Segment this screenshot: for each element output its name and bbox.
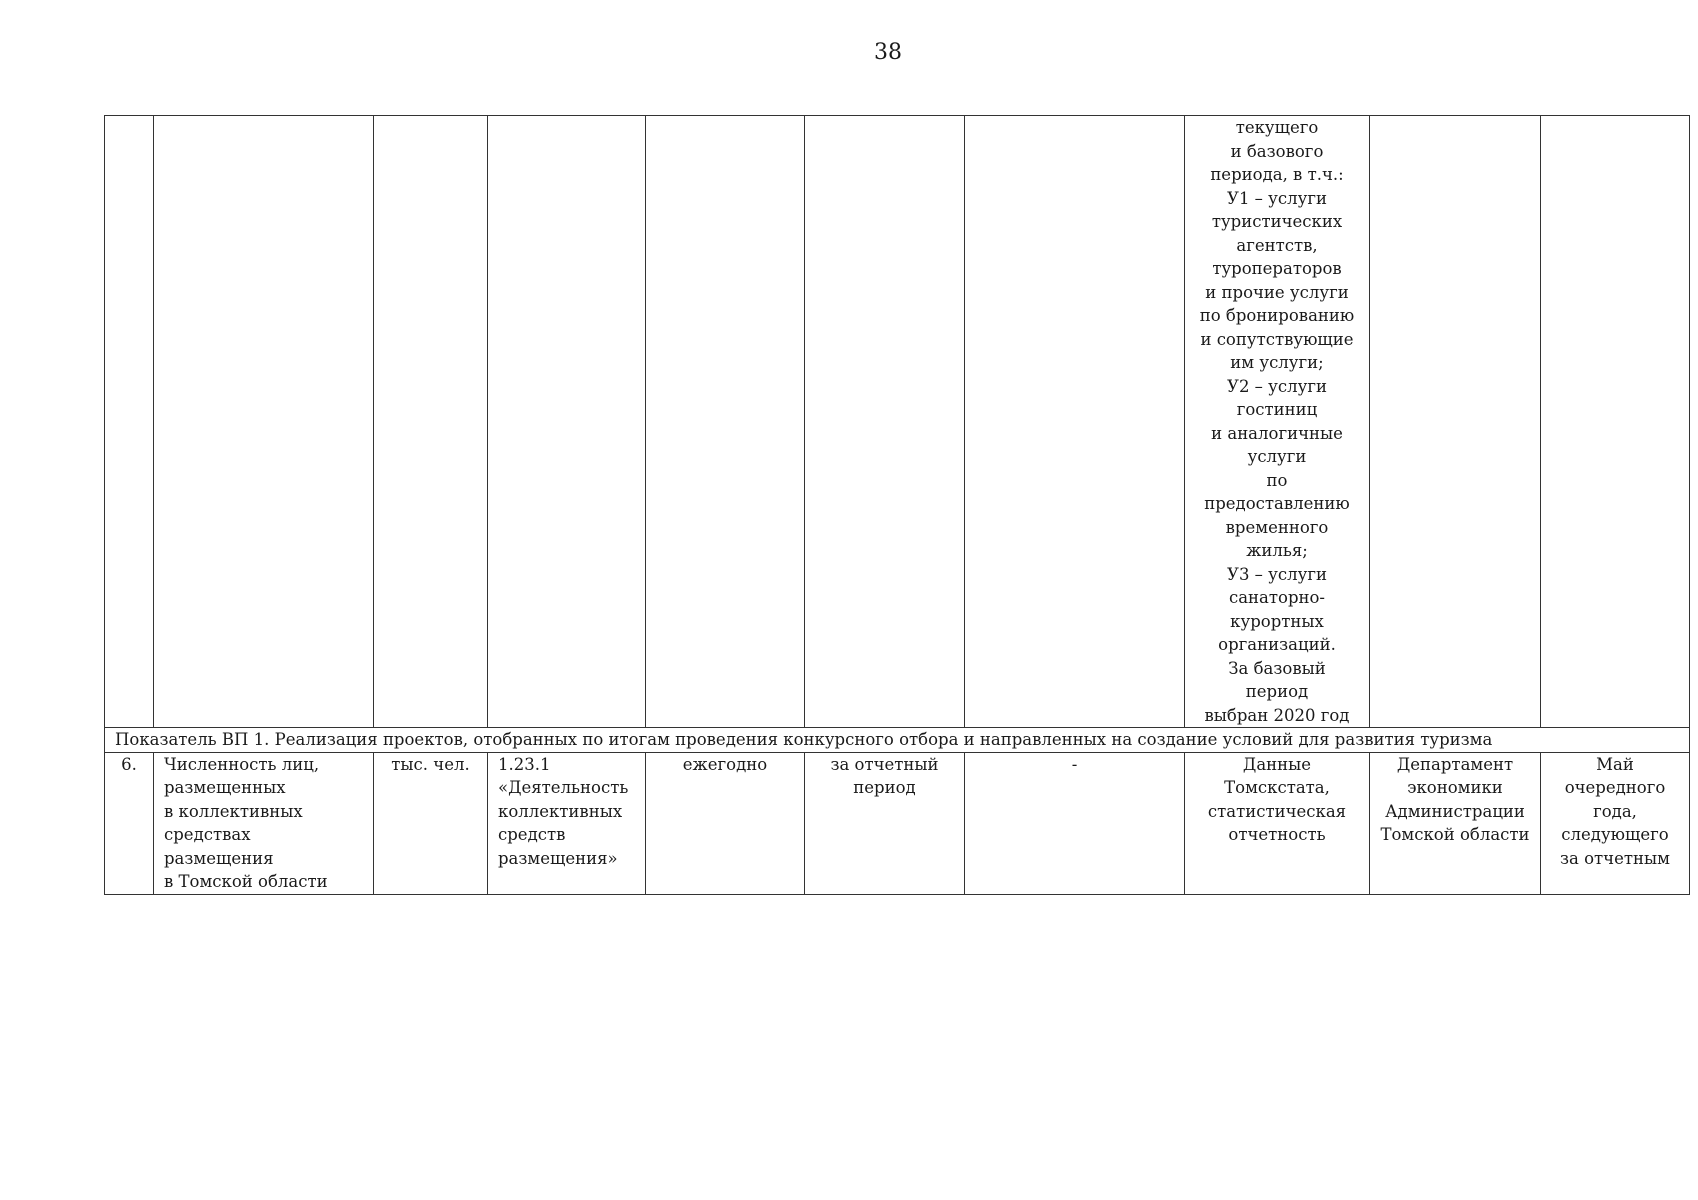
okved-code: 1.23.1 «Деятельность коллективных средств размещения» xyxy=(488,752,646,894)
data-source: Данные Томскстата, статистическая отчетность xyxy=(1185,752,1370,894)
formula-line: по бронированию xyxy=(1199,306,1355,325)
deadline: Май очередного года, следующего за отчетным xyxy=(1541,752,1690,894)
formula-line: За базовый период xyxy=(1228,658,1326,701)
empty-cell xyxy=(488,116,646,728)
formula-line: и сопутствующие xyxy=(1200,329,1354,349)
row-number: 6. xyxy=(105,752,154,894)
formula-line: У2 – услуги xyxy=(1227,376,1327,396)
empty-cell xyxy=(1541,116,1690,728)
formula-continuation-cell xyxy=(1185,116,1370,728)
unit-of-measure: тыс. чел. xyxy=(374,752,488,894)
indicator-name: Численность лиц, размещенных в коллективных средствах размещения в Томской области xyxy=(154,752,374,894)
empty-cell xyxy=(105,116,154,728)
formula-line: и прочие услуги xyxy=(1205,282,1349,302)
formula-line: периода, в т.ч.: xyxy=(1210,165,1344,184)
calculation-formula: - xyxy=(965,752,1185,894)
empty-cell xyxy=(154,116,374,728)
formula-line: агентств, xyxy=(1236,235,1318,255)
empty-cell xyxy=(374,116,488,728)
continuation-row xyxy=(105,116,1690,728)
formula-line: гостиниц xyxy=(1236,400,1318,419)
formula-line: санаторно- xyxy=(1228,588,1326,607)
formula-line: жилья; xyxy=(1246,541,1308,560)
formula-line: и базового xyxy=(1230,141,1324,161)
empty-cell xyxy=(965,116,1185,728)
formula-line: организаций. xyxy=(1218,635,1336,654)
formula-line: туристических xyxy=(1211,212,1343,231)
formula-line: выбран 2020 год xyxy=(1204,705,1350,725)
formula-line: по xyxy=(1266,470,1288,490)
section-title: Показатель ВП 1. Реализация проектов, отобранных по итогам проведения конкурсного отбора и направленных на создание условий для развития туризма xyxy=(105,728,1690,753)
formula-line: У1 – услуги xyxy=(1227,188,1327,208)
indicators-table xyxy=(104,115,1690,895)
formula-line: им услуги; xyxy=(1230,353,1324,372)
formula-line: туроператоров xyxy=(1212,259,1342,278)
formula-line: курортных xyxy=(1230,611,1324,631)
formula-line: временного xyxy=(1225,517,1329,537)
empty-cell xyxy=(646,116,805,728)
formula-line: и аналогичные xyxy=(1211,423,1343,443)
empty-cell xyxy=(1370,116,1541,728)
formula-line: услуги xyxy=(1247,447,1307,466)
table-row xyxy=(105,752,1690,894)
section-row xyxy=(105,728,1690,753)
formula-line: текущего xyxy=(1235,118,1319,137)
frequency: ежегодно xyxy=(646,752,805,894)
time-period: за отчетный период xyxy=(805,752,965,894)
responsible-body: Департамент экономики Администрации Томской области xyxy=(1370,752,1541,894)
page-number: 38 xyxy=(874,40,902,65)
formula-line: У3 – услуги xyxy=(1227,564,1327,584)
empty-cell xyxy=(805,116,965,728)
formula-line: предоставлению xyxy=(1204,494,1350,513)
